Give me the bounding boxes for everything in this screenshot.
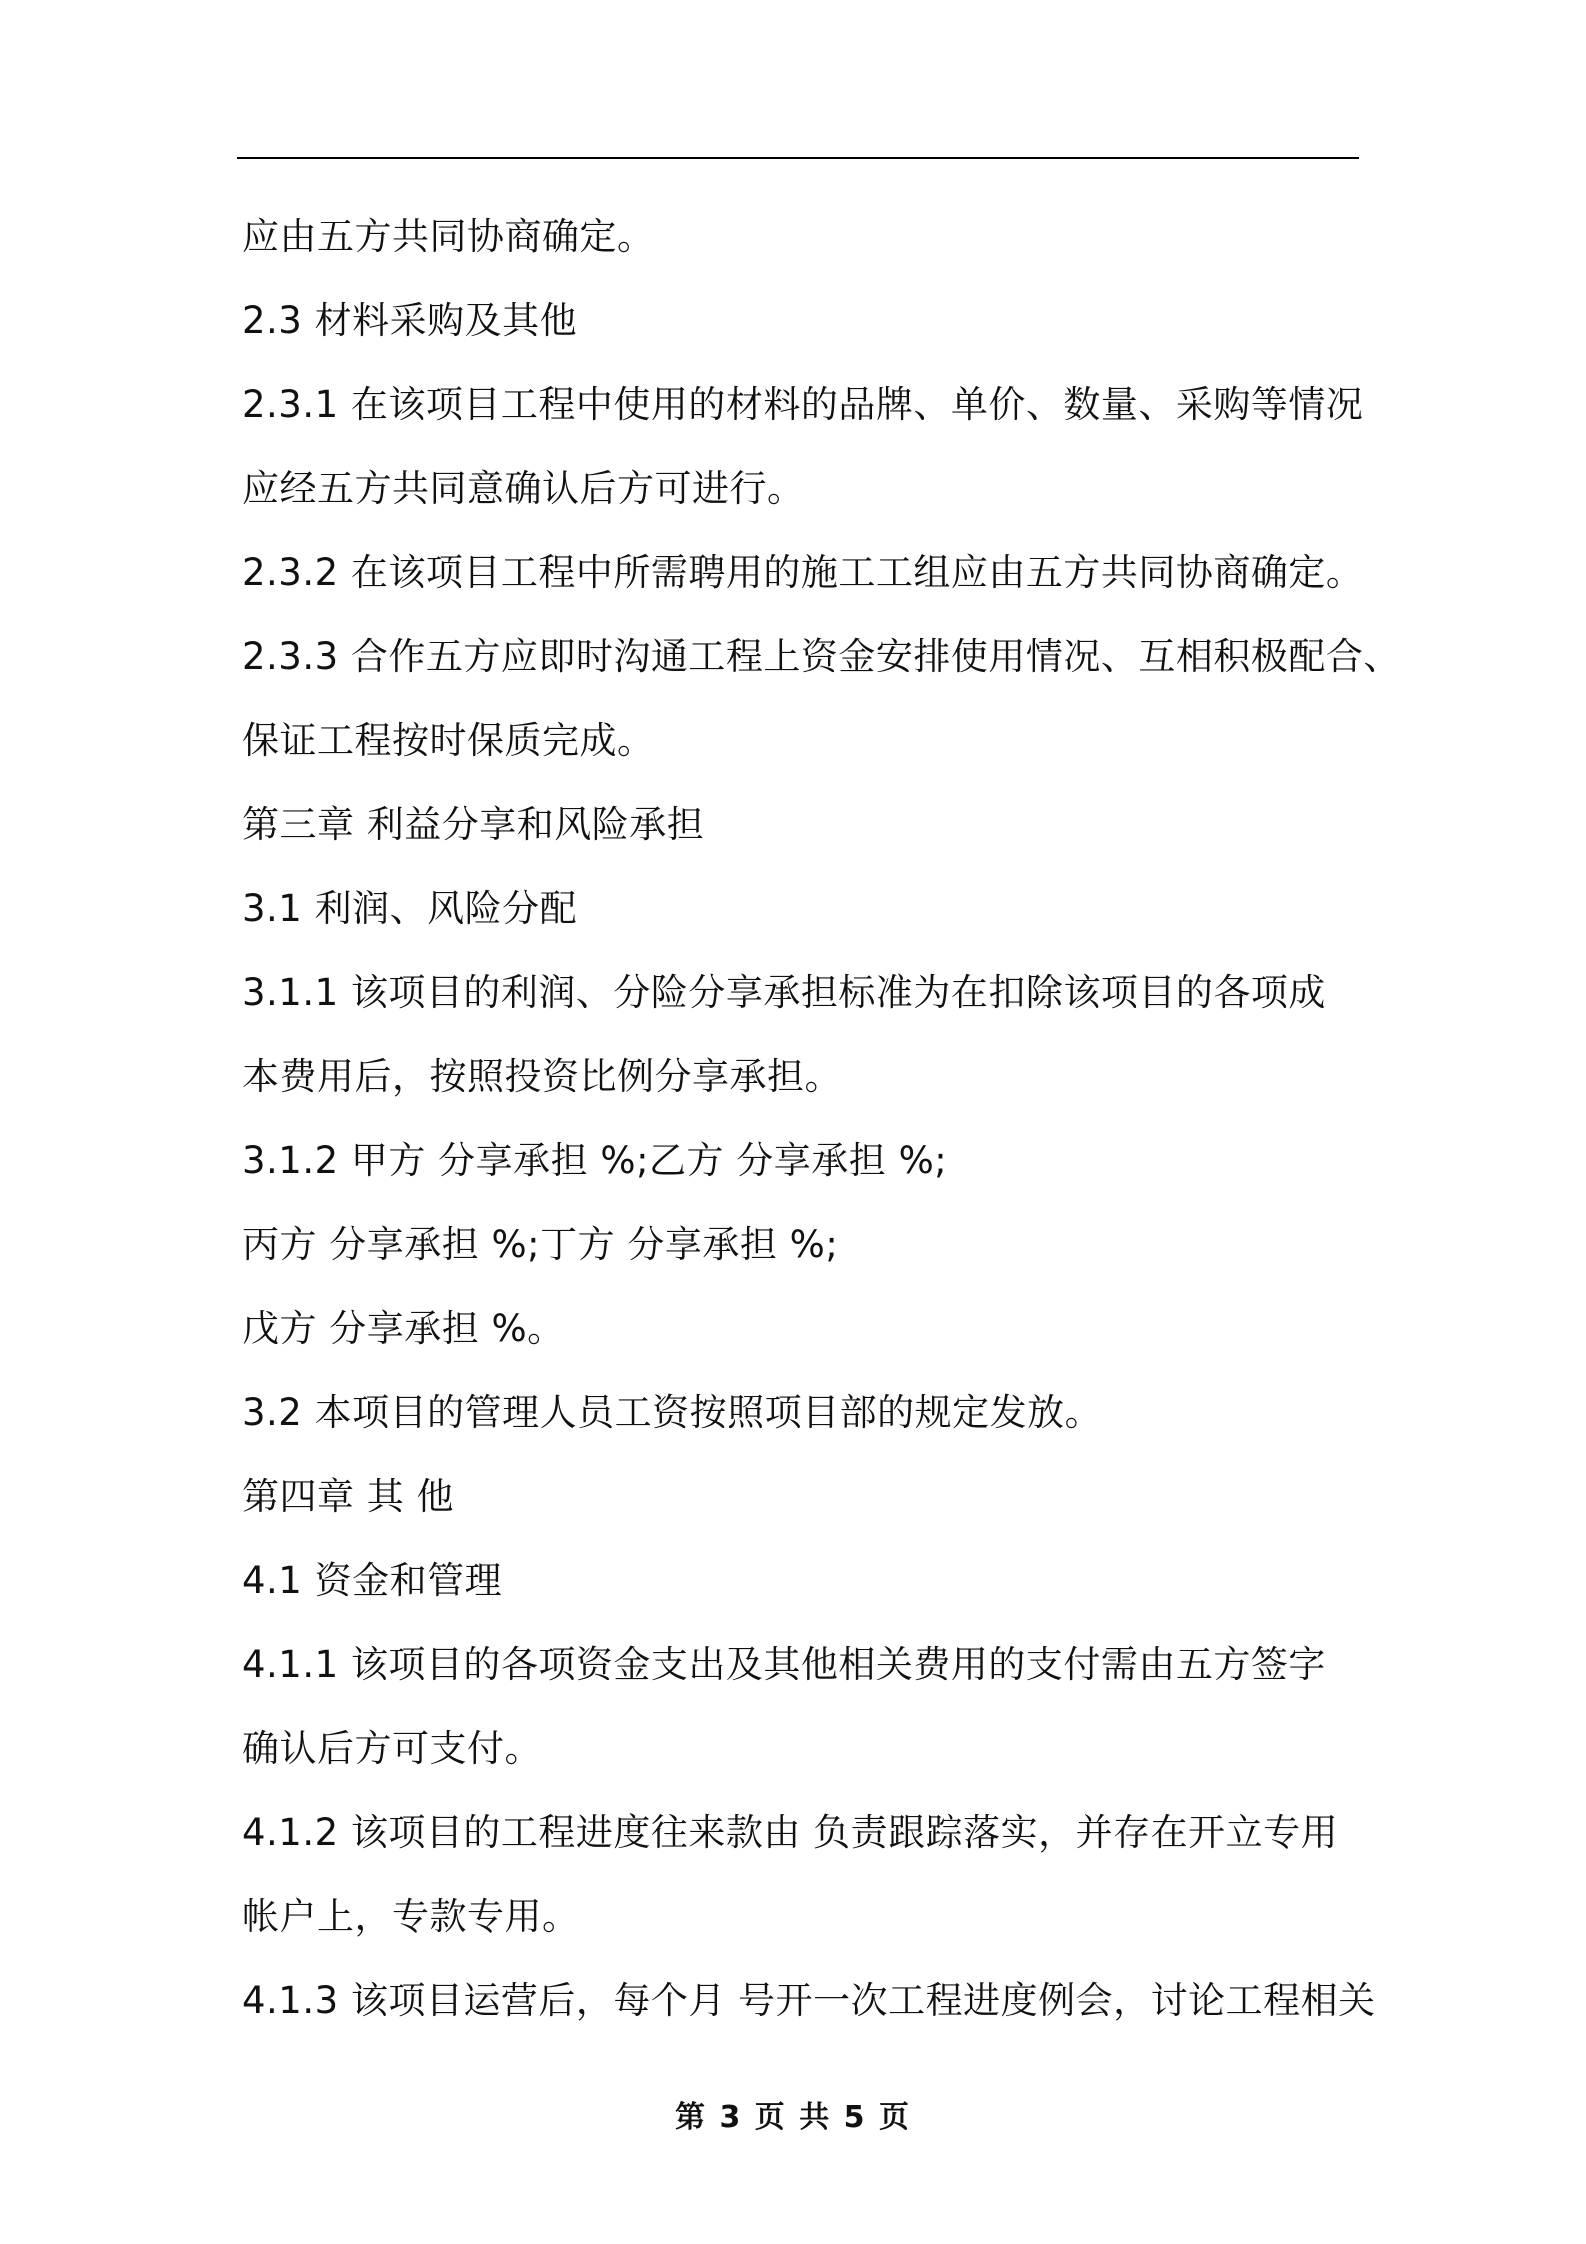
- text-line: 2.3.3 合作五方应即时沟通工程上资金安排使用情况、互相积极配合、: [242, 635, 1401, 678]
- section-heading: 3.1 利润、风险分配: [242, 887, 578, 930]
- text-line: 本费用后，按照投资比例分享承担。: [242, 1055, 842, 1098]
- text-line: 确认后方可支付。: [242, 1727, 542, 1770]
- section-heading: 2.3 材料采购及其他: [242, 299, 578, 342]
- text-line: 2.3.2 在该项目工程中所需聘用的施工工组应由五方共同协商确定。: [242, 551, 1364, 594]
- text-line: 2.3.1 在该项目工程中使用的材料的品牌、单价、数量、采购等情况: [242, 383, 1364, 426]
- document-body: [242, 195, 1401, 2043]
- section-heading: 4.1 资金和管理: [242, 1559, 503, 1602]
- text-line: 应由五方共同协商确定。: [242, 215, 655, 258]
- header-rule: [237, 157, 1359, 159]
- text-line: 保证工程按时保质完成。: [242, 719, 655, 762]
- chapter-heading: 第四章 其 他: [242, 1475, 455, 1518]
- text-line: 3.1.2 甲方 分享承担 %;乙方 分享承担 %;: [242, 1139, 948, 1182]
- text-line: 3.2 本项目的管理人员工资按照项目部的规定发放。: [242, 1391, 1103, 1434]
- text-line: 3.1.1 该项目的利润、分险分享承担标准为在扣除该项目的各项成: [242, 971, 1326, 1014]
- chapter-heading: 第三章 利益分享和风险承担: [242, 803, 705, 846]
- text-line: 戊方 分享承担 %。: [242, 1307, 565, 1350]
- text-line: 4.1.1 该项目的各项资金支出及其他相关费用的支付需由五方签字: [242, 1643, 1326, 1686]
- text-line: 丙方 分享承担 %;丁方 分享承担 %;: [242, 1223, 839, 1266]
- text-line: 应经五方共同意确认后方可进行。: [242, 467, 805, 510]
- text-line: 4.1.3 该项目运营后，每个月 号开一次工程进度例会，讨论工程相关: [242, 1979, 1376, 2022]
- text-line: 4.1.2 该项目的工程进度往来款由 负责跟踪落实，并存在开立专用: [242, 1811, 1339, 1854]
- text-line: 帐户上，专款专用。: [242, 1895, 580, 1938]
- page-footer: 第 3 页 共 5 页: [675, 2100, 911, 2135]
